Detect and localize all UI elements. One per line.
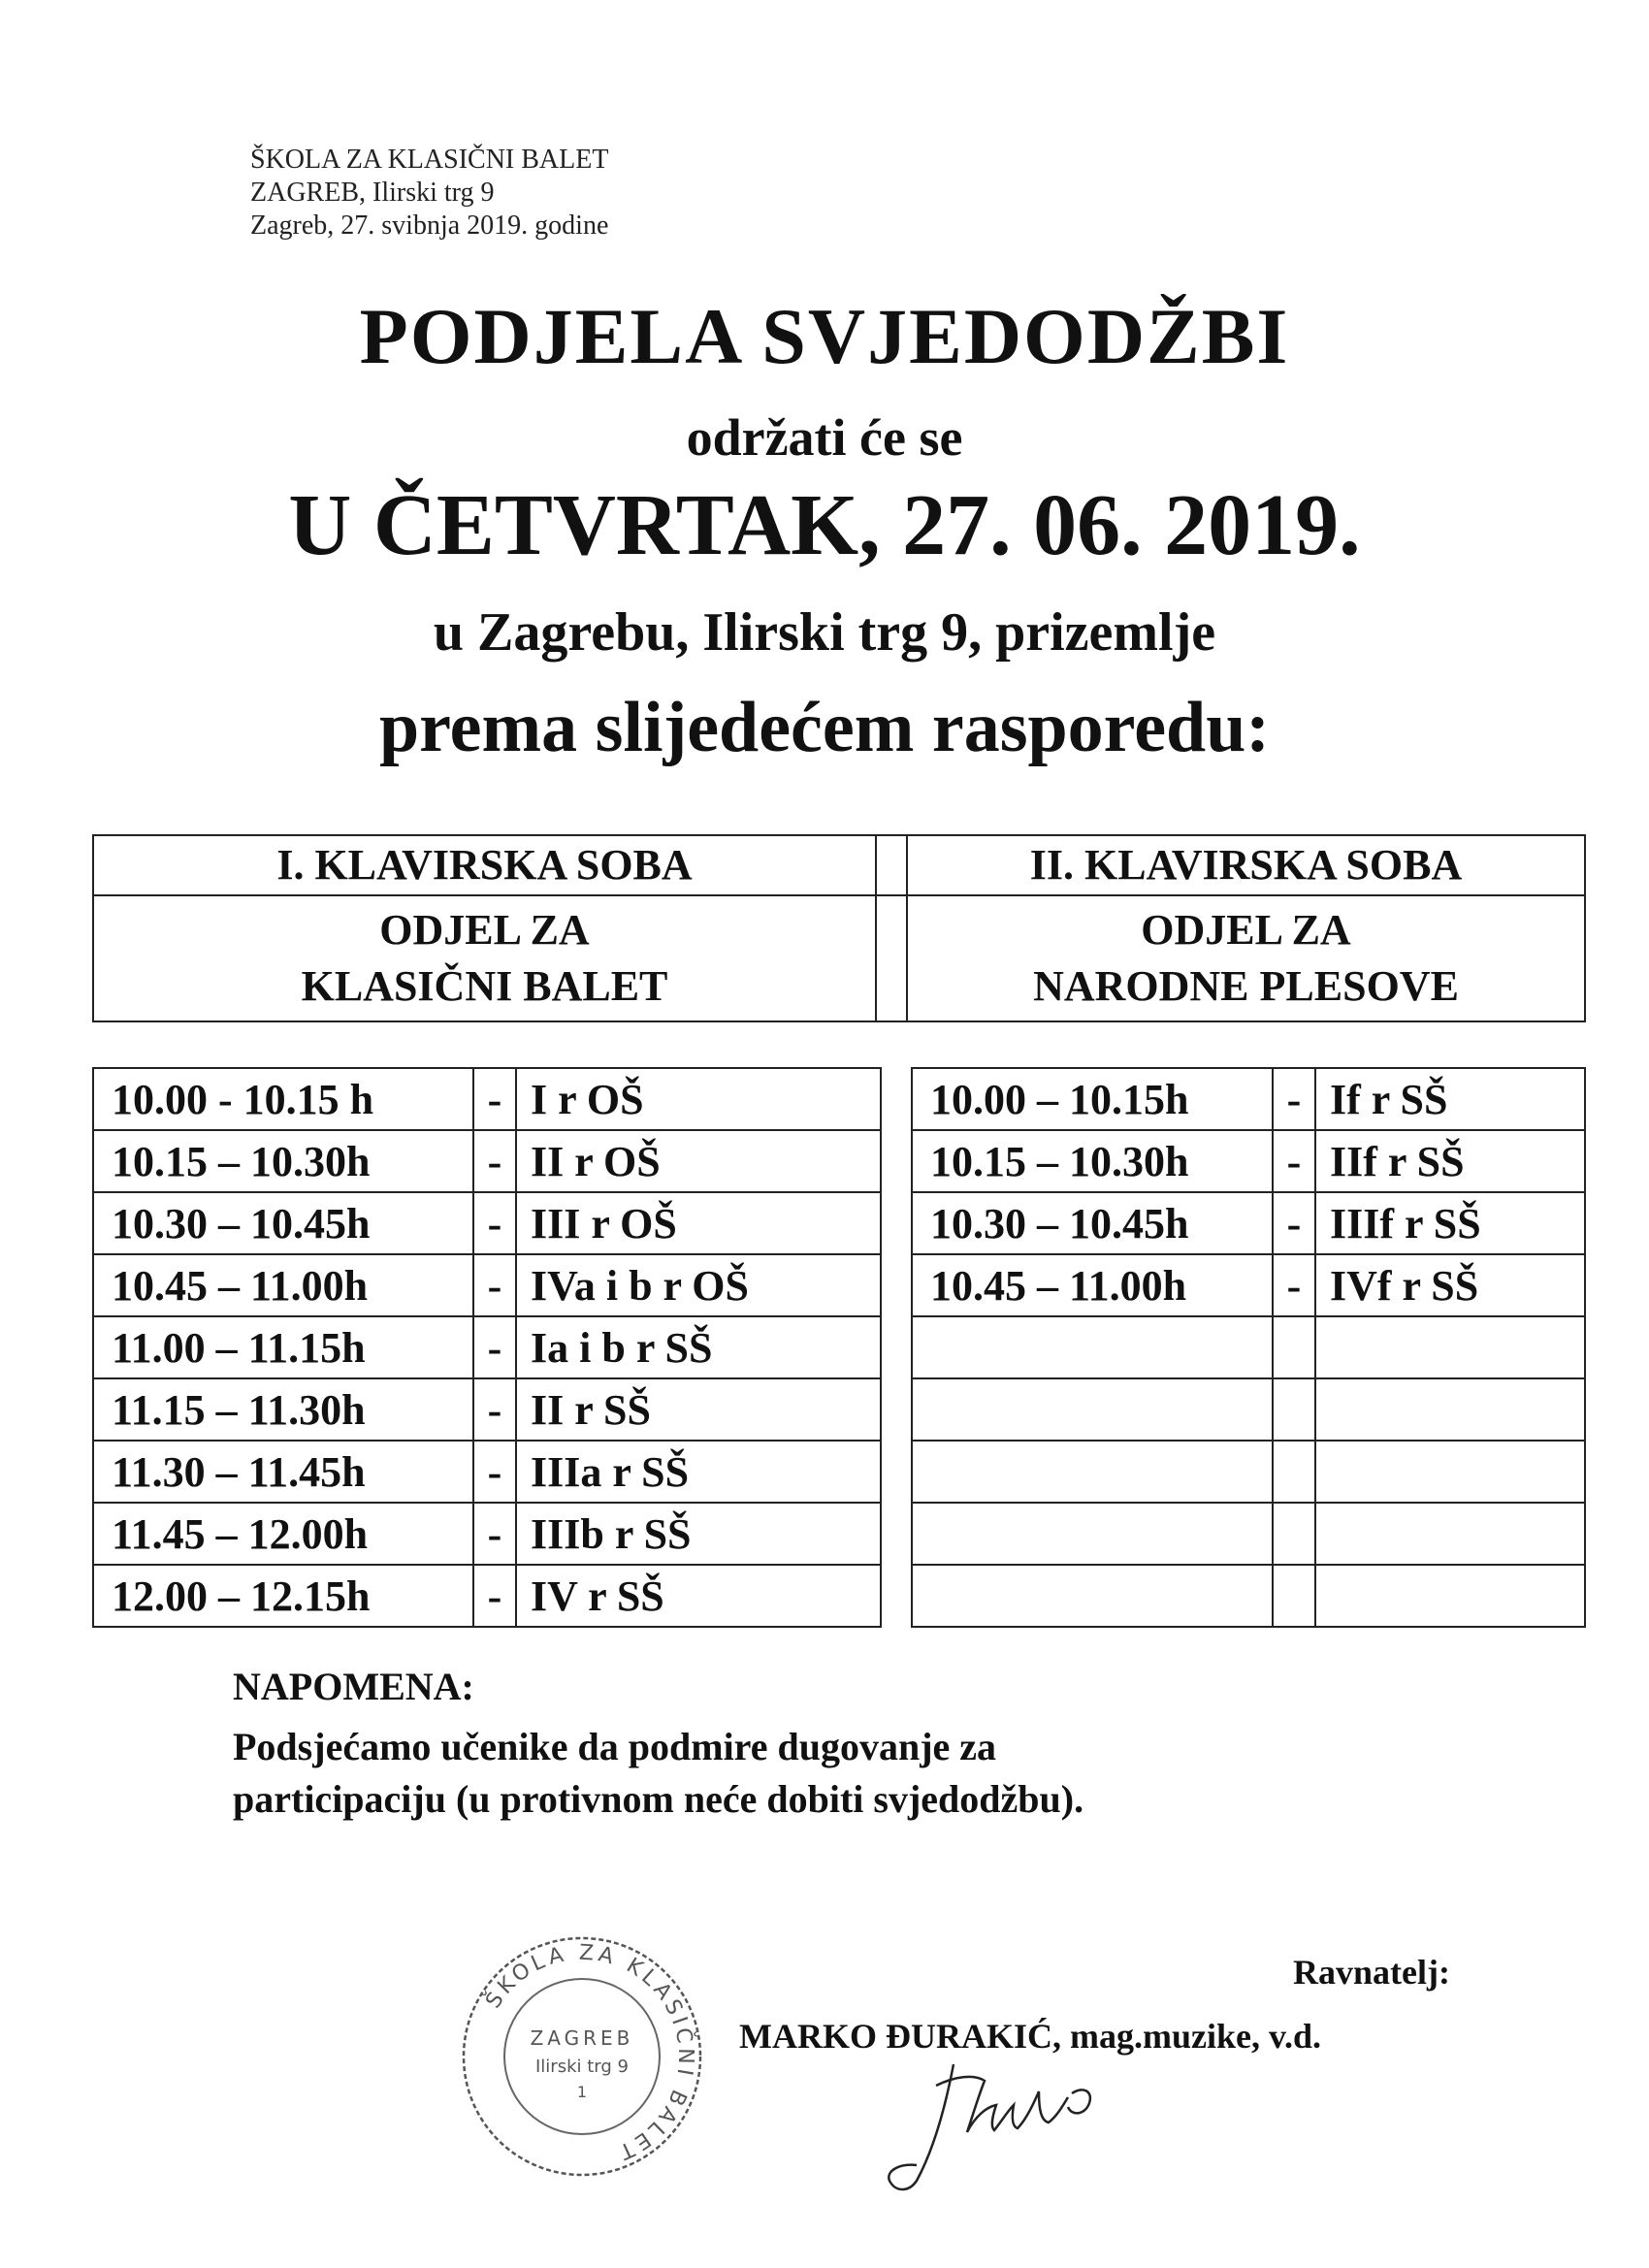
header-gap [876, 895, 907, 1021]
schedule-row [93, 1441, 1585, 1503]
right-class-cell: IIf r SŠ [1315, 1130, 1585, 1192]
schedule-row [93, 1254, 1585, 1316]
left-dash-cell: - [473, 1316, 516, 1378]
left-dash-cell: - [473, 1441, 516, 1503]
right-class-cell [1315, 1441, 1585, 1503]
left-class-cell: II r SŠ [516, 1378, 881, 1441]
schedule-row [93, 1316, 1585, 1378]
right-dash-cell: - [1273, 1068, 1315, 1130]
left-class-cell: IIIb r SŠ [516, 1503, 881, 1565]
schedule-gap [881, 1378, 912, 1441]
rooms-header-table [92, 834, 1586, 1022]
header-gap [876, 835, 907, 895]
left-dash-cell: - [473, 1565, 516, 1627]
left-time-cell: 11.00 – 11.15h [93, 1316, 473, 1378]
school-stamp [456, 1930, 708, 2183]
right-time-cell: 10.30 – 10.45h [912, 1192, 1273, 1254]
right-class-cell [1315, 1378, 1585, 1441]
right-time-cell [912, 1316, 1273, 1378]
right-time-cell [912, 1378, 1273, 1441]
schedule-row [93, 1378, 1585, 1441]
left-dash-cell: - [473, 1254, 516, 1316]
page-title: PODJELA SVJEDODŽBI [359, 292, 1290, 380]
note-line1: Podsjećamo učenike da podmire dugovanje za [233, 1725, 997, 1768]
right-class-cell: IVf r SŠ [1315, 1254, 1585, 1316]
left-dash-cell: - [473, 1378, 516, 1441]
left-class-cell: IV r SŠ [516, 1565, 881, 1627]
left-class-cell: III r OŠ [516, 1192, 881, 1254]
stamp-ring-text: ŠKOLA ZA KLASIČNI BALET [481, 1940, 698, 2165]
left-room-title: I. KLAVIRSKA SOBA [93, 835, 876, 895]
right-time-cell: 10.45 – 11.00h [912, 1254, 1273, 1316]
schedule-row [93, 1565, 1585, 1627]
right-dash-cell [1273, 1503, 1315, 1565]
left-time-cell: 12.00 – 12.15h [93, 1565, 473, 1627]
right-time-cell: 10.00 – 10.15h [912, 1068, 1273, 1130]
schedule-heading: prema slijedećem rasporedu: [379, 688, 1270, 767]
schedule-row [93, 1068, 1585, 1130]
schedule-gap [881, 1441, 912, 1503]
note-block [233, 1661, 1083, 1826]
stamp-address: Ilirski trg 9 [535, 2057, 629, 2077]
right-class-cell [1315, 1503, 1585, 1565]
left-time-cell: 10.00 - 10.15 h [93, 1068, 473, 1130]
right-dash-cell [1273, 1441, 1315, 1503]
left-dash-cell: - [473, 1192, 516, 1254]
note-line2: participaciju (u protivnom neće dobiti svjedodžbu). [233, 1777, 1084, 1821]
schedule-gap [881, 1192, 912, 1254]
right-time-cell [912, 1441, 1273, 1503]
right-dash-cell [1273, 1565, 1315, 1627]
right-time-cell [912, 1503, 1273, 1565]
left-time-cell: 11.45 – 12.00h [93, 1503, 473, 1565]
note-label: NAPOMENA: [233, 1665, 474, 1708]
left-class-cell: IVa i b r OŠ [516, 1254, 881, 1316]
left-dash-cell: - [473, 1503, 516, 1565]
left-dept-line2: KLASIČNI BALET [301, 962, 668, 1010]
schedule-gap [881, 1254, 912, 1316]
right-dash-cell [1273, 1316, 1315, 1378]
left-class-cell: IIIa r SŠ [516, 1441, 881, 1503]
schedule-gap [881, 1503, 912, 1565]
right-time-cell: 10.15 – 10.30h [912, 1130, 1273, 1192]
right-dept-line1: ODJEL ZA [1141, 906, 1351, 954]
schedule-row [93, 1503, 1585, 1565]
schedule-row [93, 1130, 1585, 1192]
schedule-table [92, 1067, 1586, 1628]
right-dash-cell [1273, 1378, 1315, 1441]
schedule-gap [881, 1316, 912, 1378]
handwritten-signature [878, 2057, 1111, 2202]
left-time-cell: 10.15 – 10.30h [93, 1130, 473, 1192]
left-dept-line1: ODJEL ZA [379, 906, 590, 954]
left-dash-cell: - [473, 1068, 516, 1130]
left-time-cell: 11.15 – 11.30h [93, 1378, 473, 1441]
right-department [907, 895, 1585, 1021]
document-date: Zagreb, 27. svibnja 2019. godine [250, 211, 609, 241]
left-class-cell: Ia i b r SŠ [516, 1316, 881, 1378]
svg-text:ŠKOLA ZA KLASIČNI BALET [480, 1941, 697, 2165]
left-department [93, 895, 876, 1021]
signature-title: Ravnatelj: [1293, 1953, 1450, 1992]
right-room-title: II. KLAVIRSKA SOBA [907, 835, 1585, 895]
left-time-cell: 10.30 – 10.45h [93, 1192, 473, 1254]
right-dept-line2: NARODNE PLESOVE [1033, 962, 1459, 1010]
right-class-cell [1315, 1316, 1585, 1378]
left-class-cell: I r OŠ [516, 1068, 881, 1130]
stamp-city: ZAGREB [530, 2026, 634, 2050]
event-place: u Zagrebu, Ilirski trg 9, prizemlje [433, 602, 1216, 663]
school-address: ZAGREB, Ilirski trg 9 [250, 178, 495, 208]
event-date: U ČETVRTAK, 27. 06. 2019. [288, 477, 1361, 573]
right-class-cell [1315, 1565, 1585, 1627]
schedule-gap [881, 1068, 912, 1130]
right-dash-cell: - [1273, 1130, 1315, 1192]
school-name: ŠKOLA ZA KLASIČNI BALET [250, 145, 609, 175]
school-header [250, 144, 608, 243]
right-class-cell: If r SŠ [1315, 1068, 1585, 1130]
right-class-cell: IIIf r SŠ [1315, 1192, 1585, 1254]
left-time-cell: 11.30 – 11.45h [93, 1441, 473, 1503]
signatory-name: MARKO ĐURAKIĆ, mag.muzike, v.d. [739, 2017, 1321, 2056]
stamp-number: 1 [576, 2083, 588, 2101]
right-dash-cell: - [1273, 1254, 1315, 1316]
left-class-cell: II r OŠ [516, 1130, 881, 1192]
left-time-cell: 10.45 – 11.00h [93, 1254, 473, 1316]
schedule-row [93, 1192, 1585, 1254]
schedule-gap [881, 1565, 912, 1627]
left-dash-cell: - [473, 1130, 516, 1192]
right-dash-cell: - [1273, 1192, 1315, 1254]
schedule-gap [881, 1130, 912, 1192]
right-time-cell [912, 1565, 1273, 1627]
subtitle: održati će se [686, 408, 963, 467]
